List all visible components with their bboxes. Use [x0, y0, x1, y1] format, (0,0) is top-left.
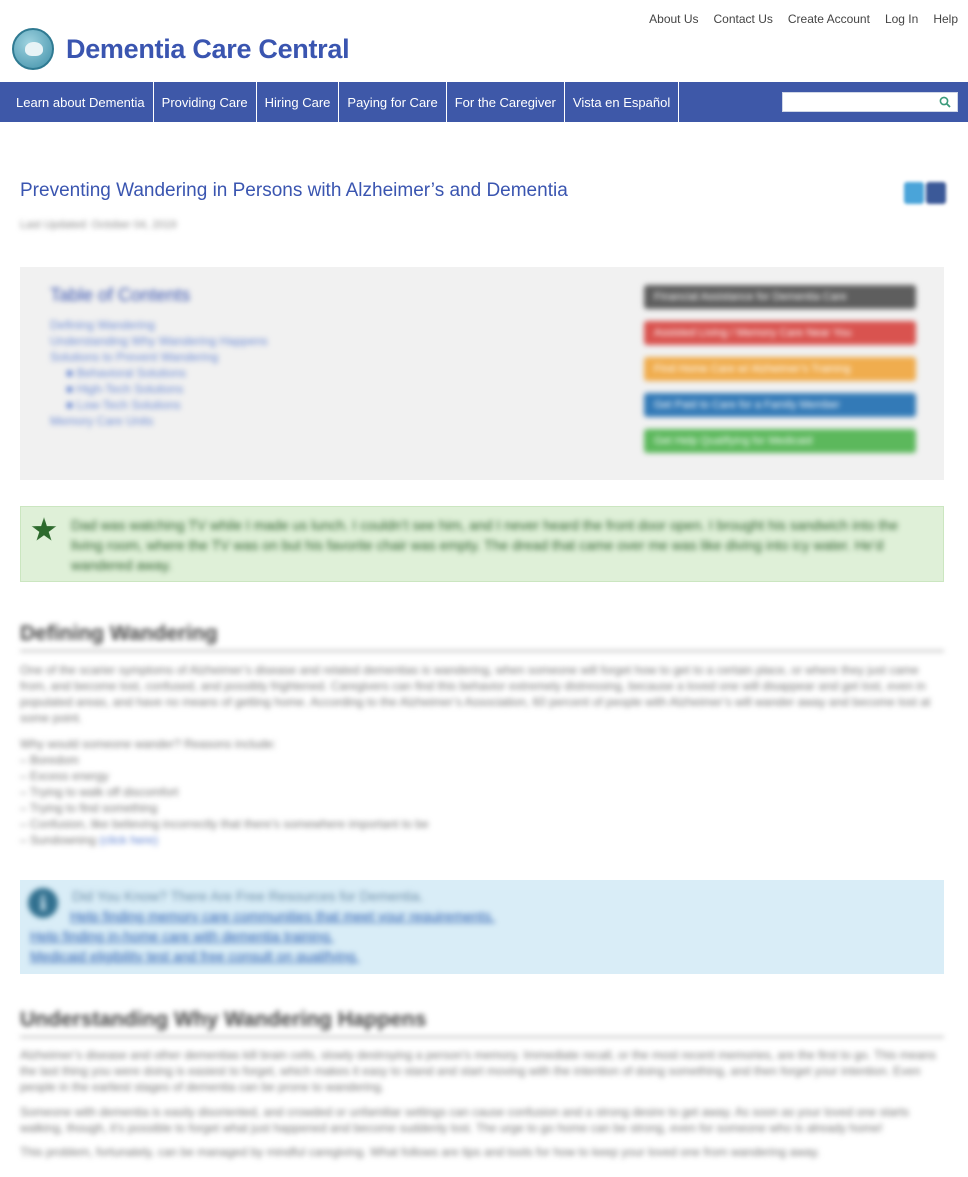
reason-item: – Sundowning (click here): [20, 833, 159, 847]
info-heading: Did You Know? There Are Free Resources for Dementia.: [72, 888, 424, 904]
toc-sublink[interactable]: ■ High-Tech Solutions: [66, 382, 184, 396]
cta-medicaid[interactable]: Get Help Qualifying for Medicaid: [644, 429, 916, 453]
toc-link[interactable]: Defining Wandering: [50, 318, 155, 332]
section2-paragraph: Alzheimer’s disease and other dementias kill brain cells, slowly destroying a person’s memory. Immediate recall, or the most recent memories, are the first to go. This means the last thing you were doing is easiest to forget, which makes it easy to stand and start moving with the intention of doing something, and then forget your intention. Even people in the earliest stages of dementia can be prone to wandering.: [20, 1048, 936, 1094]
search-input[interactable]: [783, 93, 933, 111]
section-heading-defining-wandering: Defining Wandering: [20, 622, 944, 652]
reason-item: – Excess energy: [20, 769, 109, 783]
nav-paying-for-care[interactable]: Paying for Care: [339, 82, 446, 122]
brand-name: Dementia Care Central: [66, 33, 350, 64]
reason-item: – Confusion, like believing incorrectly that there’s somewhere important to be: [20, 817, 429, 831]
reason-item: – Trying to find something: [20, 801, 158, 815]
info-icon: i: [28, 888, 58, 918]
star-icon: [31, 517, 57, 543]
toc-sublink[interactable]: ■ Behavioral Solutions: [66, 366, 186, 380]
click-here-link[interactable]: (click here): [99, 833, 159, 847]
twitter-icon[interactable]: [904, 182, 924, 204]
toc-title: Table of Contents: [50, 285, 191, 305]
section2-paragraph: This problem, fortunately, can be managed by mindful caregiving. What follows are tips and tools for how to keep your loved one from wandering away.: [20, 1145, 820, 1159]
nav-learn-about-dementia[interactable]: Learn about Dementia: [0, 82, 154, 122]
nav-hiring-care[interactable]: Hiring Care: [257, 82, 340, 122]
reason-item: – Trying to walk off discomfort: [20, 785, 179, 799]
logo-hands-icon: [12, 28, 54, 70]
search-icon[interactable]: [939, 96, 951, 108]
reason-item: – Boredom: [20, 753, 79, 767]
nav-providing-care[interactable]: Providing Care: [154, 82, 257, 122]
toc-sublink[interactable]: ■ Low-Tech Solutions: [66, 398, 181, 412]
about-us-link[interactable]: About Us: [649, 12, 699, 26]
cta-get-paid[interactable]: Get Paid to Care for a Family Member: [644, 393, 916, 417]
brand[interactable]: [12, 28, 349, 70]
quote-text: Dad was watching TV while I made us lunch. I couldn’t see him, and I never heard the front door open. I brought his sandwich into the living room, where the TV was on but his favorite chair was empty. The dread that came over me was like diving into icy water. He’d wandered away.: [71, 517, 898, 573]
nav-for-the-caregiver[interactable]: For the Caregiver: [447, 82, 565, 122]
info-link-memory-care[interactable]: Help finding memory care communities that meet your requirements.: [70, 908, 495, 924]
log-in-link[interactable]: Log In: [884, 12, 919, 26]
cta-home-care[interactable]: Find Home Care w/ Alzheimer’s Training: [644, 357, 916, 381]
toc-link[interactable]: Solutions to Prevent Wandering: [50, 350, 219, 364]
main-nav: [0, 82, 968, 122]
last-updated: Last Updated: October 04, 2019: [20, 219, 177, 231]
quote-box: [20, 506, 944, 582]
facebook-icon[interactable]: [926, 182, 946, 204]
social-share: [904, 182, 946, 204]
section1-paragraph: One of the scarier symptoms of Alzheimer’s disease and related dementias is wandering, when someone will forget how to get to a certain place, or where they just came from, and become lost, confused, and possibly frightened. Caregivers can find this behavior extremely distressing, because a loved one will disappear and get lost, even in populated areas, and have no means of getting home. According to the Alzheimer’s Association, 60 percent of people with Alzheimer’s will wander away and become lost at some point.: [20, 663, 931, 725]
info-link-medicaid[interactable]: Medicaid eligibility test and free consult on qualifying.: [30, 948, 360, 964]
nav-vista-en-espanol[interactable]: Vista en Español: [565, 82, 679, 122]
search-box: [782, 92, 958, 112]
help-link[interactable]: Help: [933, 12, 958, 26]
section2-paragraph: Someone with dementia is easily disoriented, and crowded or unfamiliar settings can cause confusion and a strong desire to get away. As soon as your loved one starts walking, though, it’s possible to forget what just happened and become suddenly lost. The urge to go home can be strong, even for someone who is already home!: [20, 1105, 909, 1135]
section-heading-understanding: Understanding Why Wandering Happens: [20, 1008, 944, 1038]
toc-link[interactable]: Understanding Why Wandering Happens: [50, 334, 268, 348]
cta-assisted-living[interactable]: Assisted Living / Memory Care Near You: [644, 321, 916, 345]
cta-financial-assistance[interactable]: Financial Assistance for Dementia Care: [644, 285, 916, 309]
toc-link[interactable]: Memory Care Units: [50, 414, 154, 428]
table-of-contents: [20, 267, 944, 480]
create-account-link[interactable]: Create Account: [787, 12, 870, 26]
toc-links: [50, 317, 268, 429]
reasons-list: [20, 736, 944, 848]
contact-us-link[interactable]: Contact Us: [713, 12, 773, 26]
info-box: [20, 880, 944, 974]
reasons-intro: Why would someone wander? Reasons include:: [20, 737, 277, 751]
top-links: [649, 12, 958, 26]
info-link-in-home-care[interactable]: Help finding in-home care with dementia training.: [30, 928, 334, 944]
page-title: Preventing Wandering in Persons with Alzheimer’s and Dementia: [20, 180, 568, 201]
